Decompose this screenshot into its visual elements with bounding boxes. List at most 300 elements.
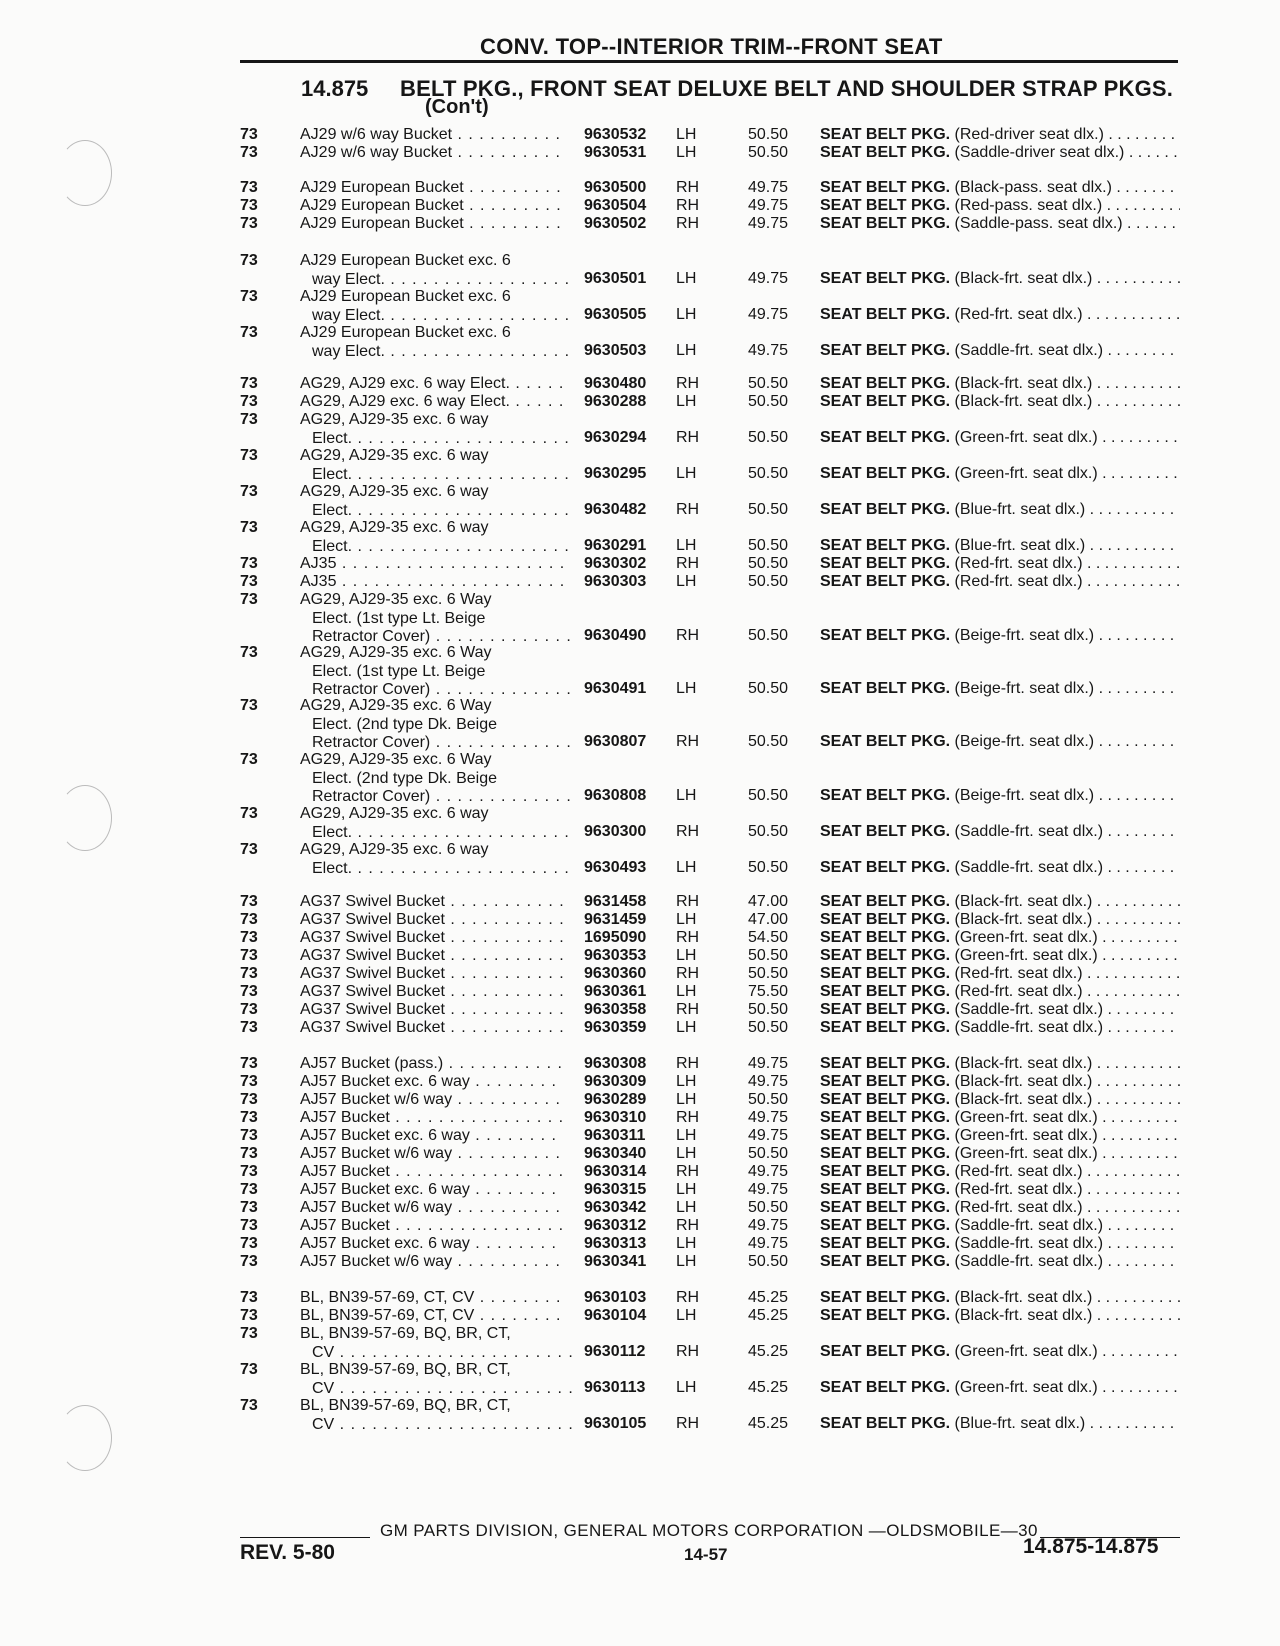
price: 50.50 xyxy=(748,465,789,482)
side-code: RH xyxy=(676,733,700,750)
side-code: RH xyxy=(676,965,700,982)
application-description: AJ29 European Bucket exc. 6 xyxy=(300,288,511,305)
part-number: 9630505 xyxy=(584,306,647,323)
application-description: Retractor Cover) . . . xyxy=(312,788,575,807)
side-code: LH xyxy=(676,1019,697,1036)
part-detail: (Black-frt. seat dlx.) xyxy=(954,393,1093,410)
application-description: Retractor Cover) . . . xyxy=(312,734,575,753)
application-description: AG29, AJ29-35 exc. 6 way xyxy=(300,447,489,464)
model-year: 73 xyxy=(240,288,258,305)
application-description: BL, BN39-57-69, CT, CV . . . xyxy=(300,1307,563,1326)
part-item: SEAT BELT PKG. xyxy=(820,1307,951,1324)
application-description: AG37 Swivel Bucket . . . xyxy=(300,965,563,984)
model-year: 73 xyxy=(240,1001,258,1018)
part-detail: (Green-frt. seat dlx.) xyxy=(954,465,1098,482)
application-description: AJ29 European Bucket exc. 6 xyxy=(300,252,511,269)
side-code: LH xyxy=(676,947,697,964)
part-description xyxy=(820,1307,1180,1326)
model-year: 73 xyxy=(240,929,258,946)
part-item: SEAT BELT PKG. xyxy=(820,983,951,1000)
application-description: Elect. . . . xyxy=(312,430,575,449)
part-description xyxy=(820,573,1180,592)
application-description: AG29, AJ29-35 exc. 6 Way xyxy=(300,591,492,608)
part-number: 9630532 xyxy=(584,126,647,143)
part-number: 9630361 xyxy=(584,983,647,1000)
side-code: RH xyxy=(676,1055,700,1072)
part-number: 9630112 xyxy=(584,1343,646,1360)
application-description: Elect. . . . xyxy=(312,466,575,485)
part-number: 9630340 xyxy=(584,1145,647,1162)
model-year: 73 xyxy=(240,1325,258,1342)
part-detail: (Green-frt. seat dlx.) xyxy=(954,1127,1098,1144)
price: 50.50 xyxy=(748,1019,789,1036)
application-description: AG29, AJ29-35 exc. 6 way xyxy=(300,519,489,536)
part-item: SEAT BELT PKG. xyxy=(820,1289,951,1306)
price: 50.50 xyxy=(748,627,789,644)
application-description: AJ57 Bucket exc. 6 way . . . xyxy=(300,1181,563,1200)
part-detail: (Blue-frt. seat dlx.) xyxy=(954,537,1086,554)
model-year: 73 xyxy=(240,1109,258,1126)
price: 50.50 xyxy=(748,573,789,590)
price: 49.75 xyxy=(748,342,789,359)
part-number: 9630531 xyxy=(584,144,647,161)
application-description: AJ29 w/6 way Bucket . . . xyxy=(300,144,563,163)
part-item: SEAT BELT PKG. xyxy=(820,197,951,214)
model-year: 73 xyxy=(240,1019,258,1036)
price: 50.50 xyxy=(748,947,789,964)
part-detail: (Saddle-frt. seat dlx.) xyxy=(954,1019,1104,1036)
part-detail: (Red-frt. seat dlx.) xyxy=(954,1199,1083,1216)
part-item: SEAT BELT PKG. xyxy=(820,1127,951,1144)
part-number: 9630314 xyxy=(584,1163,647,1180)
application-description: AG29, AJ29-35 exc. 6 way xyxy=(300,805,489,822)
footer-publisher: GM PARTS DIVISION, GENERAL MOTORS CORPORATION —OLDSMOBILE—30 xyxy=(380,1521,1038,1540)
price: 45.25 xyxy=(748,1307,789,1324)
part-description xyxy=(820,501,1180,520)
part-number: 9630490 xyxy=(584,627,647,644)
part-number: 9630291 xyxy=(584,537,647,554)
application-description: AJ57 Bucket exc. 6 way . . . xyxy=(300,1127,563,1146)
application-description: AJ57 Bucket exc. 6 way . . . xyxy=(300,1073,563,1092)
part-item: SEAT BELT PKG. xyxy=(820,1019,951,1036)
part-item: SEAT BELT PKG. xyxy=(820,1109,951,1126)
side-code: LH xyxy=(676,1091,697,1108)
side-code: RH xyxy=(676,1343,700,1360)
part-detail: (Black-frt. seat dlx.) xyxy=(954,1091,1093,1108)
price: 49.75 xyxy=(748,1235,789,1252)
price: 50.50 xyxy=(748,1145,789,1162)
price: 49.75 xyxy=(748,1109,789,1126)
part-item: SEAT BELT PKG. xyxy=(820,144,951,161)
price: 50.50 xyxy=(748,965,789,982)
price: 50.50 xyxy=(748,823,789,840)
part-detail: (Black-frt. seat dlx.) xyxy=(954,911,1093,928)
application-description: CV . . . xyxy=(312,1380,575,1399)
part-number: 9630289 xyxy=(584,1091,647,1108)
part-description xyxy=(820,144,1180,163)
application-description: way Elect. . . . xyxy=(312,307,575,326)
part-item: SEAT BELT PKG. xyxy=(820,270,951,287)
application-description: AJ57 Bucket . . . xyxy=(300,1217,563,1236)
part-number: 9630500 xyxy=(584,179,647,196)
price: 50.50 xyxy=(748,393,789,410)
part-description xyxy=(820,823,1180,842)
part-number: 9630312 xyxy=(584,1217,647,1234)
part-description xyxy=(820,1415,1180,1434)
part-description xyxy=(820,1091,1180,1110)
side-code: LH xyxy=(676,1127,697,1144)
price: 49.75 xyxy=(748,1073,789,1090)
price: 49.75 xyxy=(748,1217,789,1234)
part-number: 1695090 xyxy=(584,929,647,946)
part-number: 9630358 xyxy=(584,1001,647,1018)
price: 50.50 xyxy=(748,126,789,143)
application-description: Elect. (2nd type Dk. Beige xyxy=(312,715,497,733)
part-detail: (Green-frt. seat dlx.) xyxy=(954,929,1098,946)
part-description xyxy=(820,893,1180,912)
part-item: SEAT BELT PKG. xyxy=(820,929,951,946)
part-item: SEAT BELT PKG. xyxy=(820,1145,951,1162)
part-description xyxy=(820,1019,1180,1038)
side-code: LH xyxy=(676,126,697,143)
part-description xyxy=(820,680,1180,699)
side-code: LH xyxy=(676,306,697,323)
part-item: SEAT BELT PKG. xyxy=(820,306,951,323)
footer-rule xyxy=(240,1537,370,1538)
model-year: 73 xyxy=(240,947,258,964)
side-code: LH xyxy=(676,573,697,590)
part-item: SEAT BELT PKG. xyxy=(820,1001,951,1018)
part-detail: (Black-frt. seat dlx.) xyxy=(954,375,1093,392)
part-item: SEAT BELT PKG. xyxy=(820,465,951,482)
part-item: SEAT BELT PKG. xyxy=(820,179,951,196)
price: 47.00 xyxy=(748,893,789,910)
application-description: AJ57 Bucket w/6 way . . . xyxy=(300,1091,563,1110)
price: 50.50 xyxy=(748,733,789,750)
application-description: Elect. . . . xyxy=(312,538,575,557)
part-detail: (Green-frt. seat dlx.) xyxy=(954,1343,1098,1360)
model-year: 73 xyxy=(240,805,258,822)
application-description: Elect. (1st type Lt. Beige xyxy=(312,609,486,627)
application-description: BL, BN39-57-69, BQ, BR, CT, xyxy=(300,1397,511,1414)
side-code: RH xyxy=(676,1289,700,1306)
model-year: 73 xyxy=(240,215,258,232)
application-description: Elect. . . . xyxy=(312,824,575,843)
part-item: SEAT BELT PKG. xyxy=(820,859,951,876)
part-number: 9630300 xyxy=(584,823,647,840)
model-year: 73 xyxy=(240,965,258,982)
price: 47.00 xyxy=(748,911,789,928)
part-item: SEAT BELT PKG. xyxy=(820,1163,951,1180)
part-item: SEAT BELT PKG. xyxy=(820,823,951,840)
part-description xyxy=(820,1289,1180,1308)
part-detail: (Red-pass. seat dlx.) xyxy=(954,197,1103,214)
part-description xyxy=(820,126,1180,145)
part-detail: (Saddle-frt. seat dlx.) xyxy=(954,1235,1104,1252)
part-number: 9630302 xyxy=(584,555,647,572)
price: 75.50 xyxy=(748,983,789,1000)
model-year: 73 xyxy=(240,483,258,500)
side-code: LH xyxy=(676,1307,697,1324)
application-description: BL, BN39-57-69, CT, CV . . . xyxy=(300,1289,563,1308)
model-year: 73 xyxy=(240,573,258,590)
price: 49.75 xyxy=(748,215,789,232)
application-description: AG37 Swivel Bucket . . . xyxy=(300,893,563,912)
application-description: AJ35 . . . xyxy=(300,555,563,574)
part-number: 9630480 xyxy=(584,375,647,392)
application-description: Elect. . . . xyxy=(312,860,575,879)
application-description: AJ57 Bucket w/6 way . . . xyxy=(300,1199,563,1218)
part-description xyxy=(820,1217,1180,1236)
price: 49.75 xyxy=(748,1127,789,1144)
part-detail: (Beige-frt. seat dlx.) xyxy=(954,733,1095,750)
part-description xyxy=(820,733,1180,752)
price: 50.50 xyxy=(748,1253,789,1270)
part-number: 9631459 xyxy=(584,911,647,928)
side-code: RH xyxy=(676,1163,700,1180)
model-year: 73 xyxy=(240,411,258,428)
model-year: 73 xyxy=(240,1397,258,1414)
side-code: LH xyxy=(676,1073,697,1090)
model-year: 73 xyxy=(240,1145,258,1162)
side-code: RH xyxy=(676,215,700,232)
part-detail: (Beige-frt. seat dlx.) xyxy=(954,627,1095,644)
model-year: 73 xyxy=(240,252,258,269)
side-code: RH xyxy=(676,1415,700,1432)
application-description: CV . . . xyxy=(312,1344,575,1363)
part-detail: (Red-driver seat dlx.) xyxy=(954,126,1104,143)
application-description: BL, BN39-57-69, BQ, BR, CT, xyxy=(300,1325,511,1342)
model-year: 73 xyxy=(240,751,258,768)
model-year: 73 xyxy=(240,375,258,392)
part-number: 9630288 xyxy=(584,393,647,410)
part-item: SEAT BELT PKG. xyxy=(820,911,951,928)
part-item: SEAT BELT PKG. xyxy=(820,393,951,410)
model-year: 73 xyxy=(240,519,258,536)
price: 49.75 xyxy=(748,179,789,196)
part-detail: (Beige-frt. seat dlx.) xyxy=(954,680,1095,697)
price: 50.50 xyxy=(748,1001,789,1018)
part-detail: (Saddle-frt. seat dlx.) xyxy=(954,1001,1104,1018)
application-description: AG29, AJ29-35 exc. 6 way xyxy=(300,841,489,858)
binder-hole-icon xyxy=(58,140,112,206)
side-code: LH xyxy=(676,270,697,287)
price: 49.75 xyxy=(748,1181,789,1198)
part-description xyxy=(820,429,1180,448)
price: 45.25 xyxy=(748,1343,789,1360)
part-item: SEAT BELT PKG. xyxy=(820,733,951,750)
model-year: 73 xyxy=(240,197,258,214)
part-description xyxy=(820,1055,1180,1074)
part-item: SEAT BELT PKG. xyxy=(820,537,951,554)
part-detail: (Green-frt. seat dlx.) xyxy=(954,429,1098,446)
part-number: 9630303 xyxy=(584,573,647,590)
part-detail: (Black-frt. seat dlx.) xyxy=(954,1307,1093,1324)
part-number: 9630502 xyxy=(584,215,647,232)
part-number: 9630501 xyxy=(584,270,647,287)
application-description: AJ57 Bucket . . . xyxy=(300,1163,563,1182)
part-detail: (Blue-frt. seat dlx.) xyxy=(954,1415,1086,1432)
price: 50.50 xyxy=(748,501,789,518)
application-description: AG37 Swivel Bucket . . . xyxy=(300,1019,563,1038)
side-code: RH xyxy=(676,429,700,446)
application-description: AJ57 Bucket w/6 way . . . xyxy=(300,1145,563,1164)
part-description xyxy=(820,306,1180,325)
application-description: AJ29 w/6 way Bucket . . . xyxy=(300,126,563,145)
price: 49.75 xyxy=(748,306,789,323)
price: 50.50 xyxy=(748,680,789,697)
part-number: 9630493 xyxy=(584,859,647,876)
price: 45.25 xyxy=(748,1415,789,1432)
price: 54.50 xyxy=(748,929,789,946)
title-rule xyxy=(240,60,1178,63)
part-detail: (Red-frt. seat dlx.) xyxy=(954,573,1083,590)
part-detail: (Saddle-frt. seat dlx.) xyxy=(954,823,1104,840)
application-description: AJ29 European Bucket . . . xyxy=(300,197,563,216)
price: 49.75 xyxy=(748,1163,789,1180)
section-number: 14.875 xyxy=(301,76,369,101)
model-year: 73 xyxy=(240,1055,258,1072)
part-description xyxy=(820,1001,1180,1020)
model-year: 73 xyxy=(240,179,258,196)
footer-page-number: 14-57 xyxy=(684,1545,728,1564)
application-description: Elect. (1st type Lt. Beige xyxy=(312,662,486,680)
application-description: way Elect. . . . xyxy=(312,343,575,362)
part-detail: (Saddle-pass. seat dlx.) xyxy=(954,215,1123,232)
model-year: 73 xyxy=(240,324,258,341)
part-item: SEAT BELT PKG. xyxy=(820,1091,951,1108)
part-item: SEAT BELT PKG. xyxy=(820,126,951,143)
price: 45.25 xyxy=(748,1379,789,1396)
model-year: 73 xyxy=(240,555,258,572)
application-description: AG37 Swivel Bucket . . . xyxy=(300,983,563,1002)
page-title: CONV. TOP--INTERIOR TRIM--FRONT SEAT xyxy=(480,34,943,59)
side-code: RH xyxy=(676,627,700,644)
application-description: AG37 Swivel Bucket . . . xyxy=(300,947,563,966)
part-detail: (Green-frt. seat dlx.) xyxy=(954,1379,1098,1396)
part-number: 9630308 xyxy=(584,1055,647,1072)
part-description xyxy=(820,1181,1180,1200)
model-year: 73 xyxy=(240,393,258,410)
part-item: SEAT BELT PKG. xyxy=(820,965,951,982)
part-description xyxy=(820,375,1180,394)
price: 49.75 xyxy=(748,1055,789,1072)
part-number: 9630310 xyxy=(584,1109,647,1126)
part-item: SEAT BELT PKG. xyxy=(820,215,951,232)
part-item: SEAT BELT PKG. xyxy=(820,501,951,518)
part-description xyxy=(820,1073,1180,1092)
model-year: 73 xyxy=(240,1361,258,1378)
model-year: 73 xyxy=(240,1163,258,1180)
part-item: SEAT BELT PKG. xyxy=(820,573,951,590)
model-year: 73 xyxy=(240,126,258,143)
part-detail: (Black-frt. seat dlx.) xyxy=(954,893,1093,910)
part-detail: (Green-frt. seat dlx.) xyxy=(954,1145,1098,1162)
part-detail: (Saddle-frt. seat dlx.) xyxy=(954,342,1104,359)
side-code: RH xyxy=(676,1217,700,1234)
side-code: LH xyxy=(676,393,697,410)
price: 49.75 xyxy=(748,197,789,214)
part-description xyxy=(820,393,1180,412)
part-number: 9630807 xyxy=(584,733,647,750)
model-year: 73 xyxy=(240,644,258,661)
binder-hole-icon xyxy=(58,785,112,851)
part-item: SEAT BELT PKG. xyxy=(820,429,951,446)
application-description: AJ29 European Bucket exc. 6 xyxy=(300,324,511,341)
part-number: 9630341 xyxy=(584,1253,647,1270)
part-number: 9630482 xyxy=(584,501,647,518)
side-code: LH xyxy=(676,859,697,876)
part-number: 9630311 xyxy=(584,1127,646,1144)
part-number: 9630359 xyxy=(584,1019,647,1036)
binder-hole-icon xyxy=(58,1405,112,1471)
part-item: SEAT BELT PKG. xyxy=(820,375,951,392)
application-description: AG29, AJ29 exc. 6 way Elect. . . . xyxy=(300,375,563,394)
model-year: 73 xyxy=(240,447,258,464)
application-description: AG37 Swivel Bucket . . . xyxy=(300,1001,563,1020)
section-title: BELT PKG., FRONT SEAT DELUXE BELT AND SHOULDER STRAP PKGS. xyxy=(400,76,1174,101)
application-description: AJ57 Bucket . . . xyxy=(300,1109,563,1128)
part-detail: (Black-frt. seat dlx.) xyxy=(954,1055,1093,1072)
application-description: AJ57 Bucket (pass.) . . . xyxy=(300,1055,563,1074)
part-detail: (Red-frt. seat dlx.) xyxy=(954,965,1083,982)
price: 49.75 xyxy=(748,270,789,287)
side-code: LH xyxy=(676,465,697,482)
application-description: Retractor Cover) . . . xyxy=(312,681,575,700)
part-detail: (Red-frt. seat dlx.) xyxy=(954,555,1083,572)
part-detail: (Black-frt. seat dlx.) xyxy=(954,1073,1093,1090)
side-code: RH xyxy=(676,929,700,946)
application-description: AG29, AJ29-35 exc. 6 way xyxy=(300,483,489,500)
part-detail: (Beige-frt. seat dlx.) xyxy=(954,787,1095,804)
part-number: 9630309 xyxy=(584,1073,647,1090)
part-description xyxy=(820,983,1180,1002)
side-code: RH xyxy=(676,375,700,392)
price: 50.50 xyxy=(748,859,789,876)
part-detail: (Black-frt. seat dlx.) xyxy=(954,270,1093,287)
price: 50.50 xyxy=(748,555,789,572)
part-item: SEAT BELT PKG. xyxy=(820,1217,951,1234)
price: 50.50 xyxy=(748,144,789,161)
part-description xyxy=(820,555,1180,574)
part-description xyxy=(820,270,1180,289)
part-item: SEAT BELT PKG. xyxy=(820,1253,951,1270)
side-code: RH xyxy=(676,1109,700,1126)
price: 50.50 xyxy=(748,787,789,804)
part-description xyxy=(820,537,1180,556)
part-description xyxy=(820,1109,1180,1128)
part-item: SEAT BELT PKG. xyxy=(820,787,951,804)
model-year: 73 xyxy=(240,1289,258,1306)
side-code: RH xyxy=(676,555,700,572)
model-year: 73 xyxy=(240,983,258,1000)
part-number: 9630315 xyxy=(584,1181,647,1198)
application-description: Elect. . . . xyxy=(312,502,575,521)
part-item: SEAT BELT PKG. xyxy=(820,1199,951,1216)
part-number: 9630342 xyxy=(584,1199,647,1216)
part-detail: (Saddle-frt. seat dlx.) xyxy=(954,859,1104,876)
part-description xyxy=(820,1379,1180,1398)
model-year: 73 xyxy=(240,1307,258,1324)
footer-section-range: 14.875-14.875 xyxy=(1023,1535,1159,1558)
side-code: RH xyxy=(676,1001,700,1018)
side-code: LH xyxy=(676,1253,697,1270)
application-description: AG29, AJ29-35 exc. 6 Way xyxy=(300,751,492,768)
application-description: AJ29 European Bucket . . . xyxy=(300,215,563,234)
part-detail: (Green-frt. seat dlx.) xyxy=(954,1109,1098,1126)
model-year: 73 xyxy=(240,841,258,858)
part-description xyxy=(820,1145,1180,1164)
